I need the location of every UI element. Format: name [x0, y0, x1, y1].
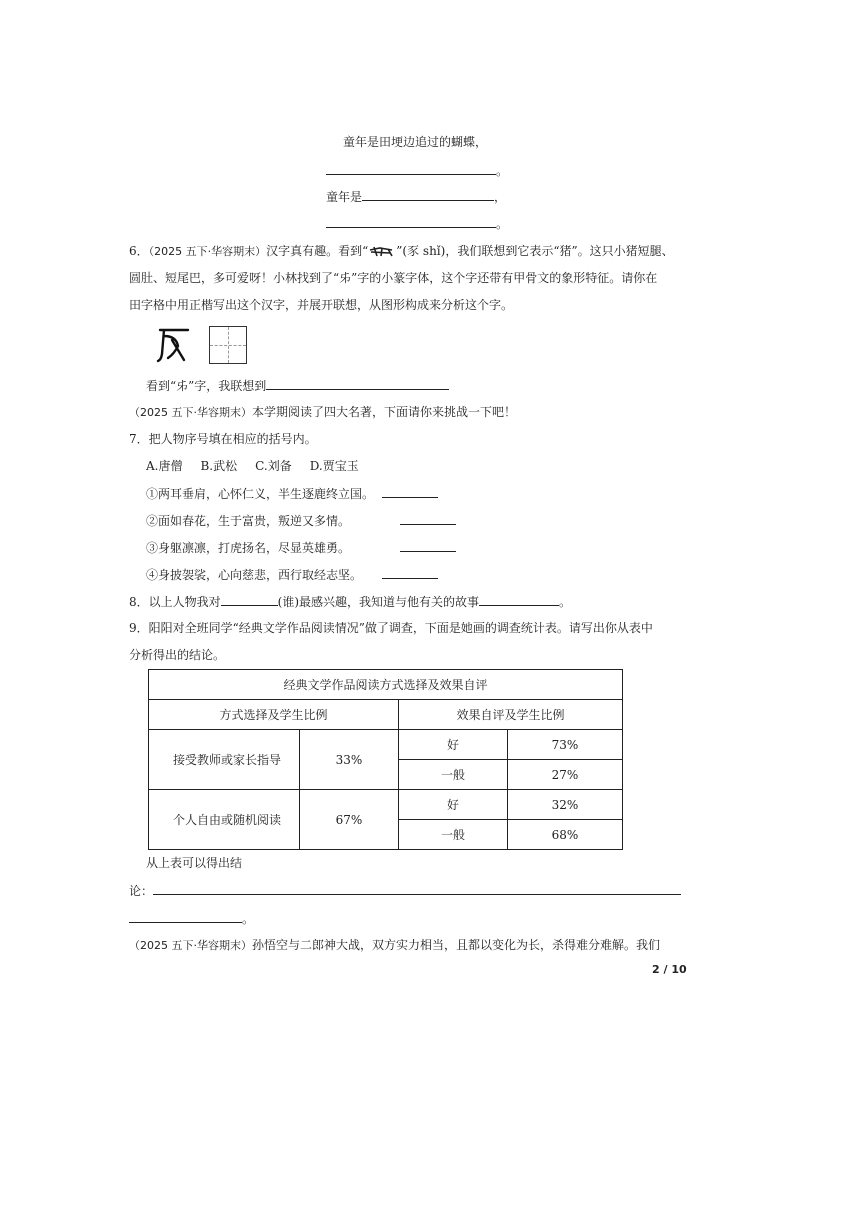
q7-blank-2[interactable]	[400, 512, 456, 525]
q6-line-3: 田字格中用正楷写出这个汉字，并展开联想，从图形构成来分析这个字。	[129, 298, 514, 312]
q7-item-4: ④身披袈裟，心向慈悲，西行取经志坚。	[146, 566, 438, 583]
pig-oracle-glyph-icon	[368, 245, 396, 259]
effect-share-cell: 32%	[508, 790, 623, 820]
poem-line-4: 。	[326, 215, 508, 232]
poem-blank-1[interactable]	[326, 162, 496, 175]
q7-item-1: ①两耳垂肩，心怀仁义，半生逐鹿终立国。	[146, 485, 438, 502]
poem-blank-3[interactable]	[326, 215, 496, 228]
effect-label-cell: 好	[399, 730, 508, 760]
section-intro: （2025 五下·华容期末）本学期阅读了四大名著，下面请你来挑战一下吧！	[129, 405, 517, 419]
survey-table	[148, 669, 623, 850]
q6-line-2: 圆肚、短尾巴，多可爱呀！小林找到了“𠂔”字的小篆字体，这个字还带有甲骨文的象形特征。请你在	[129, 271, 658, 285]
tianzige-writing-grid[interactable]	[209, 326, 247, 364]
method-cell: 个人自由或随机阅读	[149, 790, 300, 850]
q6-line-1: 6．（2025 五下·华容期末）汉字真有趣。看到“ ”(豕 shǐ)，我们联想到它表示“猪”。这只小猪短腿、	[129, 244, 674, 258]
effect-label-cell: 好	[399, 790, 508, 820]
effect-label-cell: 一般	[399, 820, 508, 850]
table-header-method: 方式选择及学生比例	[149, 700, 399, 730]
method-share-cell: 33%	[300, 730, 399, 790]
q7-blank-3[interactable]	[400, 539, 456, 552]
effect-label-cell: 一般	[399, 760, 508, 790]
q8-blank-story[interactable]	[479, 593, 559, 606]
q6-answer-blank[interactable]	[266, 377, 449, 390]
q9-conclusion-b: 论：	[129, 882, 681, 899]
table-row	[149, 790, 623, 820]
q7-blank-1[interactable]	[382, 485, 438, 498]
poem-line-2: 。	[326, 162, 508, 179]
table-header-effect: 效果自评及学生比例	[399, 700, 623, 730]
q8-blank-who[interactable]	[221, 593, 278, 606]
poem-line-3: 童年是 ，	[326, 190, 507, 204]
poem-line-1: 童年是田埂边追过的蝴蝶，	[343, 135, 488, 149]
q8-line: 8．以上人物我对 (谁)最感兴趣，我知道与他有关的故事 。	[129, 595, 572, 609]
q9-conclusion-blank-2[interactable]	[129, 910, 242, 923]
q7-blank-4[interactable]	[382, 566, 438, 579]
q7-item-3: ③身躯凛凛，打虎扬名，尽显英雄勇。	[146, 539, 456, 556]
q6-seal-char-inline: 𠂔	[339, 271, 352, 285]
q9-line-2: 分析得出的结论。	[129, 648, 226, 662]
poem-blank-2[interactable]	[362, 188, 494, 201]
page-number: 2 / 10	[652, 963, 687, 976]
effect-share-cell: 68%	[508, 820, 623, 850]
method-cell: 接受教师或家长指导	[149, 730, 300, 790]
q9-conclusion-a: 从上表可以得出结	[146, 856, 243, 870]
method-share-cell: 67%	[300, 790, 399, 850]
q7-item-2: ②面如春花，生于富贵，叛逆又多情。	[146, 512, 456, 529]
q9-conclusion-blank-1[interactable]	[153, 882, 681, 895]
effect-share-cell: 73%	[508, 730, 623, 760]
table-title: 经典文学作品阅读方式选择及效果自评	[149, 670, 623, 700]
q6-answer-line: 看到“𠂔”字，我联想到	[146, 377, 449, 394]
q9-conclusion-c: 。	[129, 910, 254, 927]
q9-line-1: 9．阳阳对全班同学“经典文学作品阅读情况”做了调查，下面是她画的调查统计表。请写出你从表中	[129, 621, 653, 635]
q7-title: 7．把人物序号填在相应的括号内。	[129, 432, 317, 446]
q10-intro: （2025 五下·华容期末）孙悟空与二郎神大战，双方实力相当，且都以变化为长，杀得难分难解。我们	[129, 938, 661, 952]
effect-share-cell: 27%	[508, 760, 623, 790]
seal-script-character-icon	[154, 324, 194, 364]
q7-options: A.唐僧 B.武松 C.刘备 D.贾宝玉	[146, 459, 359, 473]
table-row	[149, 730, 623, 760]
